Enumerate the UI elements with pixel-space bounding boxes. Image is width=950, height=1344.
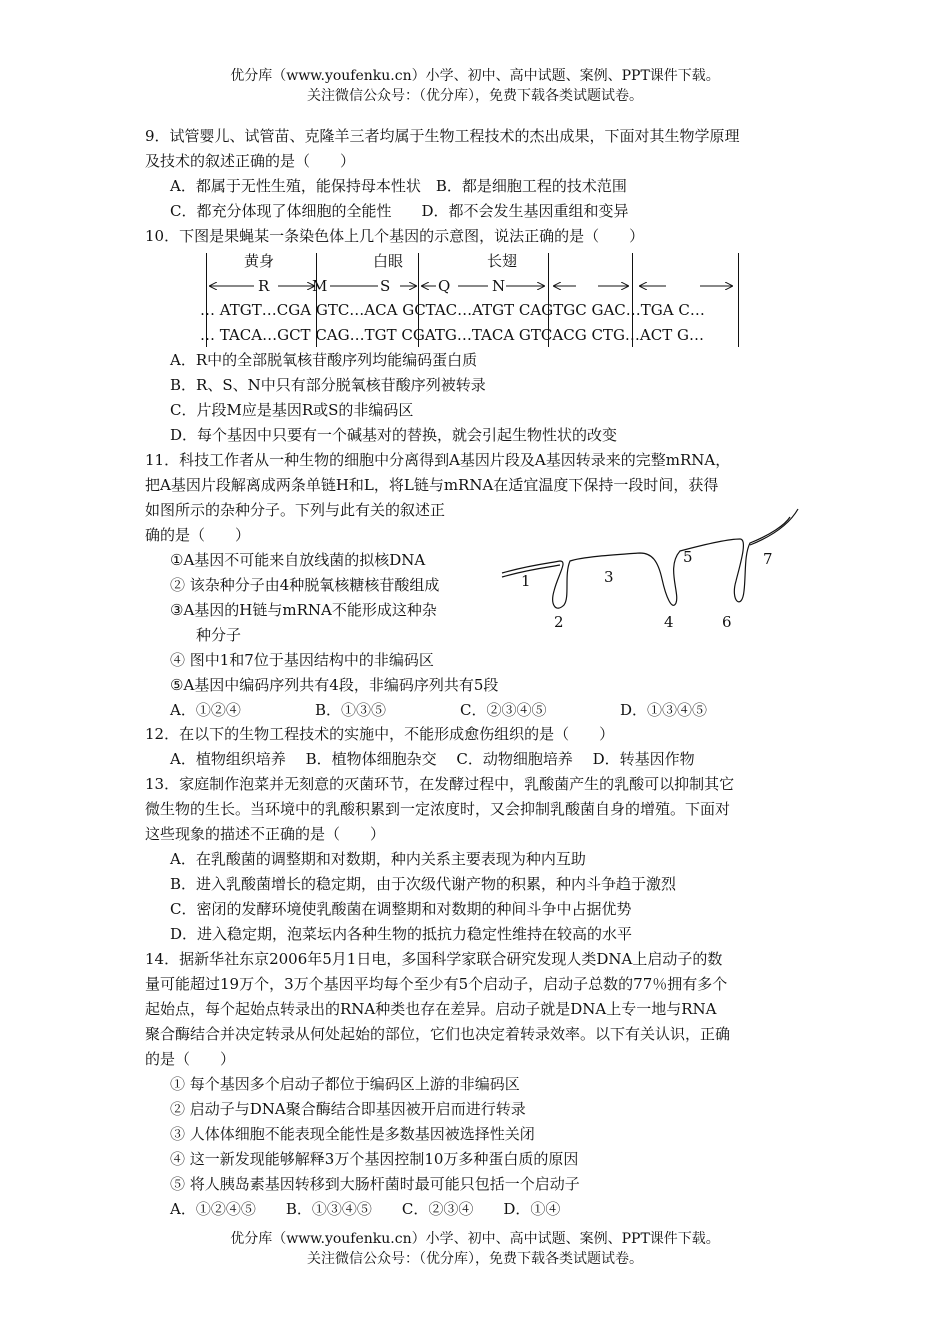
q13-stem-3: 这些现象的描述不正确的是（ ） (145, 825, 386, 843)
q14-statement-3: ③ 人体体细胞不能表现全能性是多数基因被选择性关闭 (170, 1125, 535, 1143)
q10-stem: 10．下图是果蝇某一条染色体上几个基因的示意图，说法正确的是（ ） (145, 227, 645, 245)
dna-strand-1: … ATGT…CGA GTC…ACA GCTAC…ATGT CAGTGC GAC…TGA C… (200, 301, 705, 319)
q9-options-cd: C．都充分体现了体细胞的全能性 D．都不会发生基因重组和变异 (170, 202, 629, 220)
mrna-strand (502, 517, 790, 608)
q10-option-c: C．片段M应是基因R或S的非编码区 (170, 401, 414, 419)
footer-line-2: 关注微信公众号：（优分库），免费下载各类试题试卷。 (307, 1251, 643, 1267)
dna-strand-2: … TACA…GCT CAG…TGT CGATG…TACA GTCACG CTG…ACT G… (200, 326, 704, 344)
figure-number-3: 3 (604, 568, 614, 586)
q13-option-d: D．进入稳定期，泡菜坛内各种生物的抵抗力稳定性维持在较高的水平 (170, 925, 633, 943)
q11-option-c: C．②③④⑤ (460, 701, 547, 719)
q13-option-b: B．进入乳酸菌增长的稳定期，由于次级代谢产物的积累，种内斗争趋于激烈 (170, 875, 677, 893)
figure-number-2: 2 (554, 613, 564, 631)
q14-statement-5: ⑤ 将人胰岛素基因转移到大肠杆菌时最可能只包括一个启动子 (170, 1175, 580, 1193)
q11-stem-2: 把A基因片段解离成两条单链H和L，将L链与mRNA在适宜温度下保持一段时间，获得 (145, 476, 719, 494)
q13-stem-2: 微生物的生长。当环境中的乳酸积累到一定浓度时，又会抑制乳酸菌自身的增殖。下面对 (145, 800, 731, 818)
segment-label-m: M (312, 277, 328, 295)
q11-statement-3b: 种分子 (196, 626, 242, 644)
figure-number-5: 5 (683, 548, 693, 566)
hybrid-molecule-figure (490, 505, 810, 645)
q11-option-d: D．①③④⑤ (620, 701, 708, 719)
q11-statement-5: ⑤A基因中编码序列共有4段，非编码序列共有5段 (170, 676, 499, 694)
q14-statement-1: ① 每个基因多个启动子都位于编码区上游的非编码区 (170, 1075, 520, 1093)
q11-option-a: A．①②④ (170, 701, 241, 719)
gene-label-yellow-body: 黄身 (244, 252, 275, 270)
q13-stem-1: 13．家庭制作泡菜并无刻意的灭菌环节，在发酵过程中，乳酸菌产生的乳酸可以抑制其它 (145, 775, 735, 793)
q9-stem-2: 及技术的叙述正确的是（ ） (145, 152, 356, 170)
q10-option-d: D．每个基因中只要有一个碱基对的替换，就会引起生物性状的改变 (170, 426, 618, 444)
q11-statement-1: ①A基因不可能来自放线菌的拟核DNA (170, 551, 426, 569)
figure-number-1: 1 (521, 572, 531, 590)
q10-option-a: A．R中的全部脱氧核苷酸序列均能编码蛋白质 (170, 351, 478, 369)
q12-options: A．植物组织培养 B．植物体细胞杂交 C．动物细胞培养 D．转基因作物 (170, 750, 695, 768)
header-line-2: 关注微信公众号：（优分库），免费下载各类试题试卷。 (307, 88, 643, 104)
figure-number-6: 6 (722, 613, 732, 631)
q9-options-ab: A．都属于无性生殖，能保持母本性状 B．都是细胞工程的技术范围 (170, 177, 627, 195)
q14-stem-4: 聚合酶结合并决定转录从何处起始的部位，它们也决定着转录效率。以下有关认识，正确 (145, 1025, 731, 1043)
q14-stem-1: 14．据新华社东京2006年5月1日电，多国科学家联合研究发现人类DNA上启动子的数 (145, 950, 723, 968)
segment-label-s: S (380, 277, 391, 295)
q11-statement-3a: ③A基因的H链与mRNA不能形成这种杂 (170, 601, 437, 619)
q9-stem-1: 9．试管婴儿、试管苗、克隆羊三者均属于生物工程技术的杰出成果，下面对其生物学原理 (145, 127, 740, 145)
q11-stem-1: 11．科技工作者从一种生物的细胞中分离得到A基因片段及A基因转录来的完整mRNA， (145, 451, 731, 469)
q12-stem: 12．在以下的生物工程技术的实施中，不能形成愈伤组织的是（ ） (145, 725, 615, 743)
segment-label-n: N (492, 277, 506, 295)
segment-label-q: Q (438, 277, 451, 295)
q11-stem-3: 如图所示的杂种分子。下列与此有关的叙述正 (145, 501, 446, 519)
figure-number-4: 4 (664, 613, 674, 631)
q14-stem-3: 起始点，每个起始点转录出的RNA种类也存在差异。启动子就是DNA上专一地与RNA (145, 1000, 717, 1018)
q14-stem-2: 量可能超过19万个，3万个基因平均每个至少有5个启动子，启动子总数的77％拥有多个 (145, 975, 728, 993)
q14-statement-4: ④ 这一新发现能够解释3万个基因控制10万多种蛋白质的原因 (170, 1150, 579, 1168)
figure-number-7: 7 (763, 550, 773, 568)
segment-label-r: R (258, 277, 270, 295)
gene-label-white-eye: 白眼 (373, 252, 404, 270)
q11-stem-4: 确的是（ ） (145, 526, 251, 544)
q14-options: A．①②④⑤ B．①③④⑤ C．②③④ D．①④ (170, 1200, 561, 1218)
q13-option-a: A．在乳酸菌的调整期和对数期，种内关系主要表现为种内互助 (170, 850, 586, 868)
header-line-1: 优分库（www.youfenku.cn）小学、初中、高中试题、案例、PPT课件下载。 (230, 68, 720, 84)
gene-boundary-line (738, 253, 739, 347)
gene-label-long-wing: 长翅 (487, 252, 518, 270)
q14-statement-2: ② 启动子与DNA聚合酶结合即基因被开启而进行转录 (170, 1100, 526, 1118)
q11-statement-4: ④ 图中1和7位于基因结构中的非编码区 (170, 651, 434, 669)
q13-option-c: C．密闭的发酵环境使乳酸菌在调整期和对数期的种间斗争中占据优势 (170, 900, 632, 918)
q11-statement-2: ② 该杂种分子由4种脱氧核糖核苷酸组成 (170, 576, 440, 594)
q11-option-b: B．①③⑤ (315, 701, 387, 719)
segment-arrows (200, 276, 750, 296)
q10-option-b: B．R、S、N中只有部分脱氧核苷酸序列被转录 (170, 376, 486, 394)
footer-line-1: 优分库（www.youfenku.cn）小学、初中、高中试题、案例、PPT课件下载。 (230, 1231, 720, 1247)
q14-stem-5: 的是（ ） (145, 1050, 236, 1068)
